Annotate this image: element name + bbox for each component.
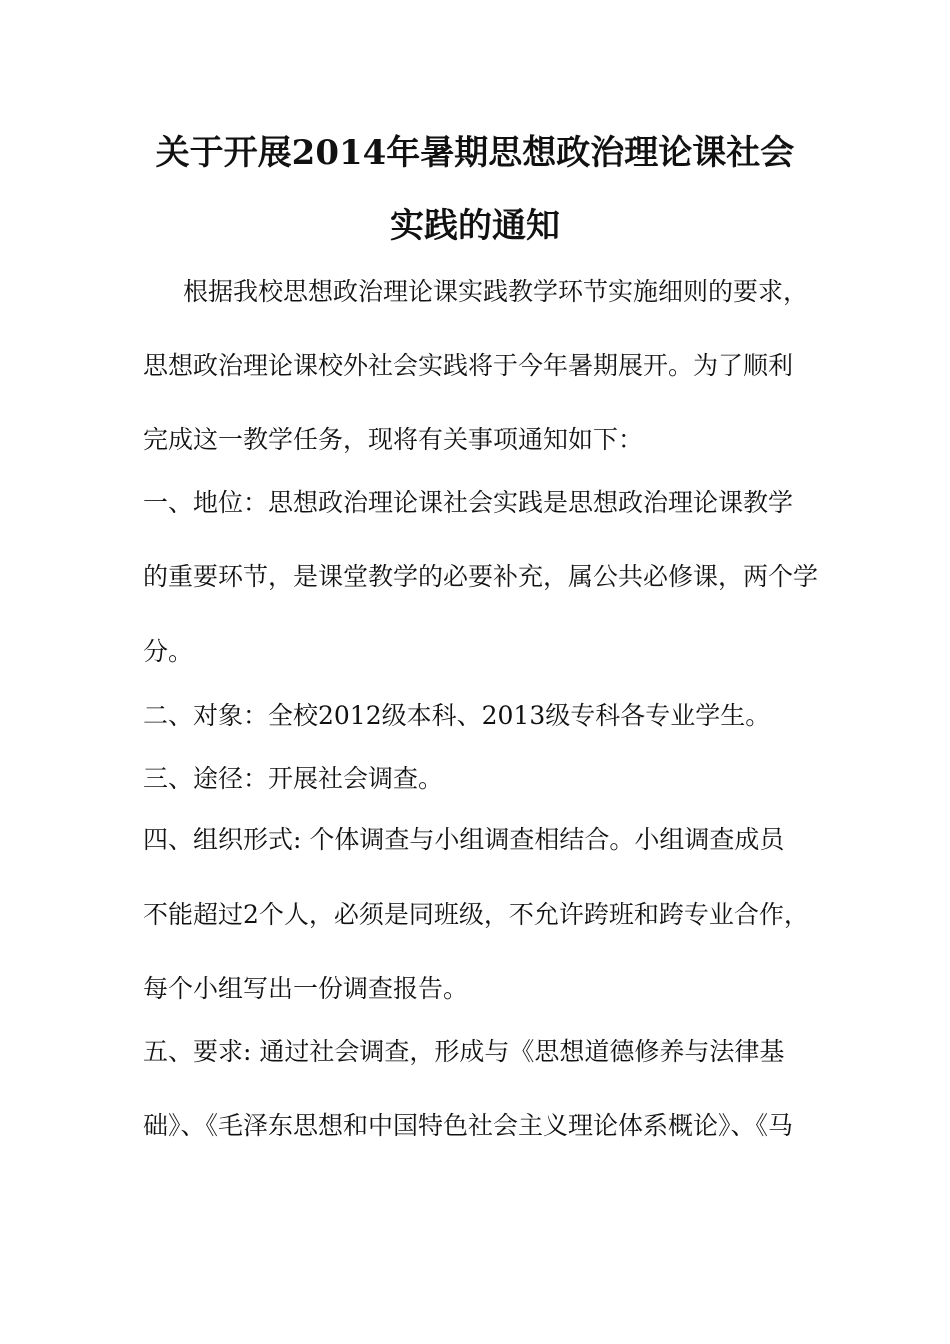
body-line-13: 础》、《毛泽东思想和中国特色社会主义理论体系概论》、《马 — [143, 1111, 794, 1140]
body-line-8: 三、途径：开展社会调查。 — [143, 764, 444, 793]
body-line-4: 一、地位：思想政治理论课社会实践是思想政治理论课教学 — [143, 488, 794, 517]
body-line-10: 不能超过2个人，必须是同班级，不允许跨班和跨专业合作， — [143, 900, 809, 929]
body-line-6: 分。 — [143, 637, 194, 666]
body-line-11: 每个小组写出一份调查报告。 — [143, 974, 469, 1003]
body-line-7: 二、对象：全校2012级本科、2013级专科各专业学生。 — [143, 701, 771, 730]
document-title-line-2: 实践的通知 — [390, 206, 560, 246]
body-line-12: 五、要求: 通过社会调查，形成与《思想道德修养与法律基 — [143, 1037, 785, 1066]
body-line-9: 四、组织形式: 个体调查与小组调查相结合。小组调查成员 — [143, 825, 785, 854]
body-line-2: 思想政治理论课校外社会实践将于今年暑期展开。为了顺利 — [143, 351, 794, 380]
body-line-1: 根据我校思想政治理论课实践教学环节实施细则的要求， — [183, 277, 809, 306]
document-title-line-1: 关于开展2014年暑期思想政治理论课社会 — [155, 133, 795, 173]
body-line-5: 的重要环节，是课堂教学的必要补充，属公共必修课，两个学 — [143, 562, 819, 591]
body-line-3: 完成这一教学任务，现将有关事项通知如下： — [143, 425, 644, 454]
